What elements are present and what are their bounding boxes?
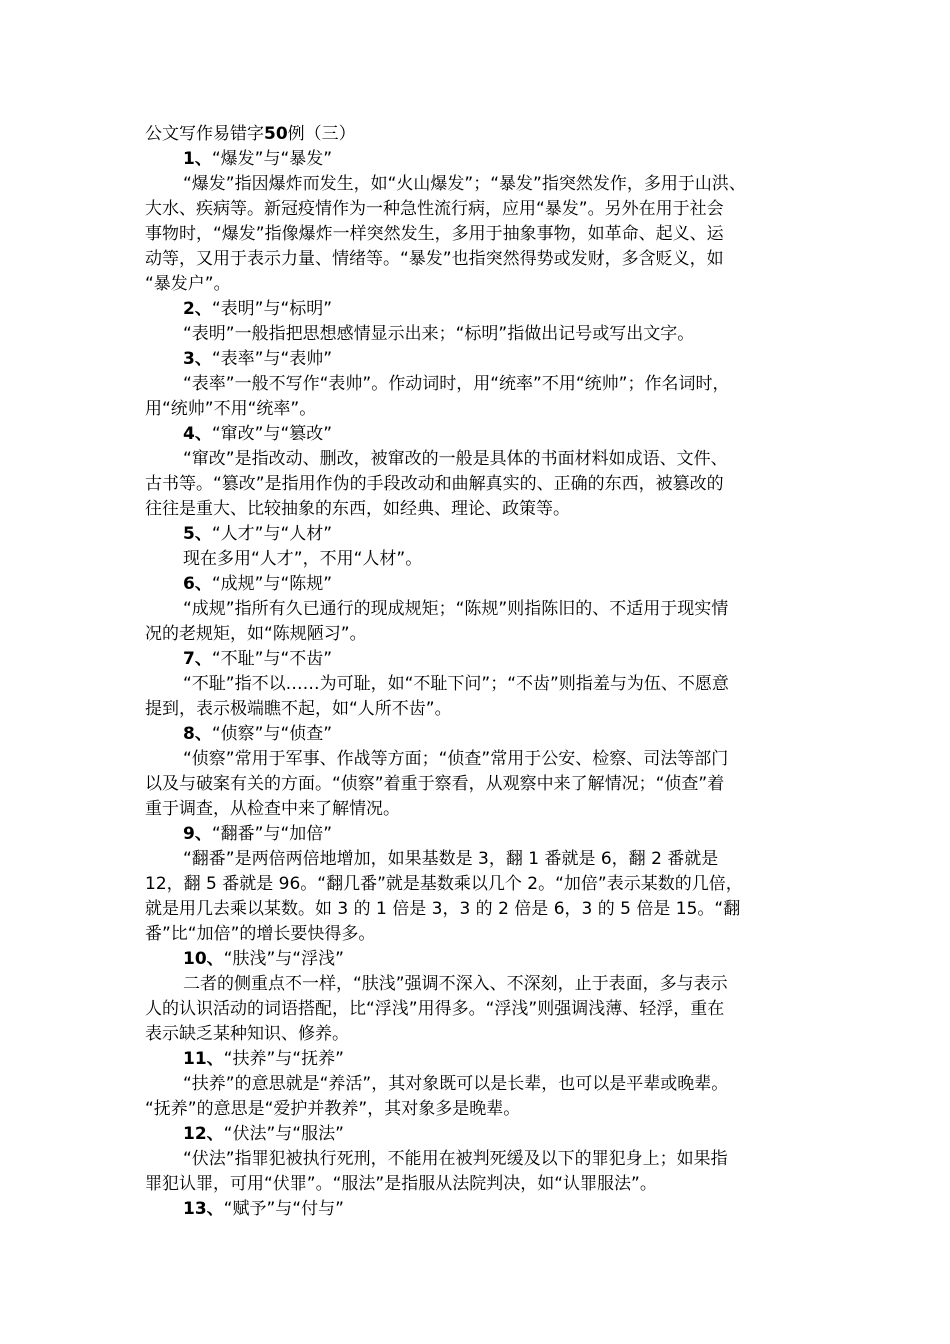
entry-body <box>145 172 810 297</box>
entry-body-line: 提到，表示极端瞧不起，如“人所不齿”。 <box>145 699 452 719</box>
entry-heading <box>145 722 810 747</box>
entry-terms: “爆发”与“暴发” <box>211 149 333 169</box>
entry-body-line: “成规”指所有久已通行的现成规矩；“陈规”则指陈旧的、不适用于现实情 <box>183 599 729 619</box>
entry-body-line: 重于调查，从检查中来了解情况。 <box>145 799 400 819</box>
entry-number: 2、 <box>183 299 212 319</box>
entry-heading <box>145 347 810 372</box>
entry-number: 3、 <box>183 349 212 369</box>
entry-body <box>145 322 810 347</box>
entry-heading <box>145 947 810 972</box>
entry-body-line: 二者的侧重点不一样，“肤浅”强调不深入、不深刻，止于表面，多与表示 <box>183 974 728 994</box>
entry-terms: “成规”与“陈规” <box>211 574 333 594</box>
entry-heading <box>145 1047 810 1072</box>
entry-heading <box>145 1197 810 1222</box>
entry-terms: “赋予”与“付与” <box>223 1199 344 1219</box>
entry-body-line: “抚养”的意思是“爱护并教养”，其对象多是晚辈。 <box>145 1099 521 1119</box>
entry-body-line: 事物时，“爆发”指像爆炸一样突然发生，多用于抽象事物，如革命、起义、运 <box>145 224 724 244</box>
entry-body <box>145 547 810 572</box>
entry-terms: “扶养”与“抚养” <box>223 1049 344 1069</box>
entry-body-line: 以及与破案有关的方面。“侦察”着重于察看，从观察中来了解情况；“侦查”着 <box>145 774 725 794</box>
entry-body <box>145 847 810 947</box>
entry-body-line: “窜改”是指改动、删改，被窜改的一般是具体的书面材料如成语、文件、 <box>183 449 728 469</box>
document-title <box>145 122 810 147</box>
entry-body-line: 古书等。“篡改”是指用作伪的手段改动和曲解真实的、正确的东西，被篡改的 <box>145 474 724 494</box>
entry-body-line: “扶养”的意思就是“养活”，其对象既可以是长辈，也可以是平辈或晚辈。 <box>183 1074 729 1094</box>
entry-body-line: 况的老规矩，如“陈规陋习”。 <box>145 624 367 644</box>
title-number: 50 <box>264 124 288 144</box>
entry-body-line: “不耻”指不以……为可耻，如“不耻下问”；“不齿”则指羞与为伍、不愿意 <box>183 674 729 694</box>
entry-body-line: 12，翻 5 番就是 96。“翻几番”就是基数乘以几个 2。“加倍”表示某数的几倍， <box>145 874 743 894</box>
entry-heading <box>145 297 810 322</box>
entry-body <box>145 672 810 722</box>
entry-heading <box>145 572 810 597</box>
entry-number: 1、 <box>183 149 212 169</box>
entry-heading <box>145 422 810 447</box>
entry-number: 13、 <box>183 1199 224 1219</box>
entry-body <box>145 372 810 422</box>
entry-body-line: 番”比“加倍”的增长要快得多。 <box>145 924 376 944</box>
entry-body <box>145 1147 810 1197</box>
entry-heading <box>145 1122 810 1147</box>
entry-body-line: 大水、疾病等。新冠疫情作为一种急性流行病，应用“暴发”。另外在用于社会 <box>145 199 724 219</box>
entry-number: 5、 <box>183 524 212 544</box>
title-suffix: 例（三） <box>287 124 356 144</box>
entry-number: 4、 <box>183 424 212 444</box>
entry-body <box>145 972 810 1047</box>
entry-body-line: 用“统帅”不用“统率”。 <box>145 399 317 419</box>
entry-number: 12、 <box>183 1124 224 1144</box>
entry-heading <box>145 147 810 172</box>
entry-terms: “人才”与“人材” <box>211 524 333 544</box>
entry-body-line: “爆发”指因爆炸而发生，如“火山爆发”；“暴发”指突然发作，多用于山洪、 <box>183 174 746 194</box>
entry-body <box>145 1072 810 1122</box>
entry-body-line: “侦察”常用于军事、作战等方面；“侦查”常用于公安、检察、司法等部门 <box>183 749 729 769</box>
entry-number: 8、 <box>183 724 212 744</box>
entry-heading <box>145 647 810 672</box>
entry-list <box>145 147 810 1222</box>
entry-number: 6、 <box>183 574 212 594</box>
entry-number: 7、 <box>183 649 212 669</box>
entry-body-line: “表明”一般指把思想感情显示出来；“标明”指做出记号或写出文字。 <box>183 324 695 344</box>
entry-terms: “肤浅”与“浮浅” <box>223 949 344 969</box>
entry-body-line: “暴发户”。 <box>145 274 231 294</box>
entry-body-line: 就是用几去乘以某数。如 3 的 1 倍是 3，3 的 2 倍是 6，3 的 5 倍是 15。“翻 <box>145 899 741 919</box>
entry-terms: “表明”与“标明” <box>211 299 333 319</box>
entry-terms: “侦察”与“侦查” <box>211 724 333 744</box>
entry-body <box>145 597 810 647</box>
entry-body <box>145 447 810 522</box>
entry-terms: “表率”与“表帅” <box>211 349 333 369</box>
title-prefix: 公文写作易错字 <box>145 124 264 144</box>
entry-body <box>145 747 810 822</box>
entry-terms: “窜改”与“篡改” <box>211 424 333 444</box>
entry-heading <box>145 522 810 547</box>
entry-body-line: 表示缺乏某种知识、修养。 <box>145 1024 349 1044</box>
entry-body-line: 人的认识活动的词语搭配，比“浮浅”用得多。“浮浅”则强调浅薄、轻浮，重在 <box>145 999 725 1019</box>
entry-body-line: 动等，又用于表示力量、情绪等。“暴发”也指突然得势或发财，多含贬义，如 <box>145 249 724 269</box>
entry-body-line: 现在多用“人才”，不用“人材”。 <box>183 549 423 569</box>
entry-terms: “伏法”与“服法” <box>223 1124 344 1144</box>
entry-number: 11、 <box>183 1049 224 1069</box>
entry-terms: “不耻”与“不齿” <box>211 649 333 669</box>
entry-body-line: “伏法”指罪犯被执行死刑，不能用在被判死缓及以下的罪犯身上；如果指 <box>183 1149 728 1169</box>
entry-number: 9、 <box>183 824 212 844</box>
entry-number: 10、 <box>183 949 224 969</box>
entry-body-line: “表率”一般不写作“表帅”。作动词时，用“统率”不用“统帅”；作名词时， <box>183 374 730 394</box>
entry-body-line: 往往是重大、比较抽象的东西，如经典、理论、政策等。 <box>145 499 570 519</box>
entry-heading <box>145 822 810 847</box>
entry-terms: “翻番”与“加倍” <box>211 824 333 844</box>
entry-body-line: “翻番”是两倍两倍地增加，如果基数是 3，翻 1 番就是 6，翻 2 番就是 <box>183 849 719 869</box>
entry-body-line: 罪犯认罪，可用“伏罪”。“服法”是指服从法院判决，如“认罪服法”。 <box>145 1174 657 1194</box>
document-page <box>145 122 810 1222</box>
